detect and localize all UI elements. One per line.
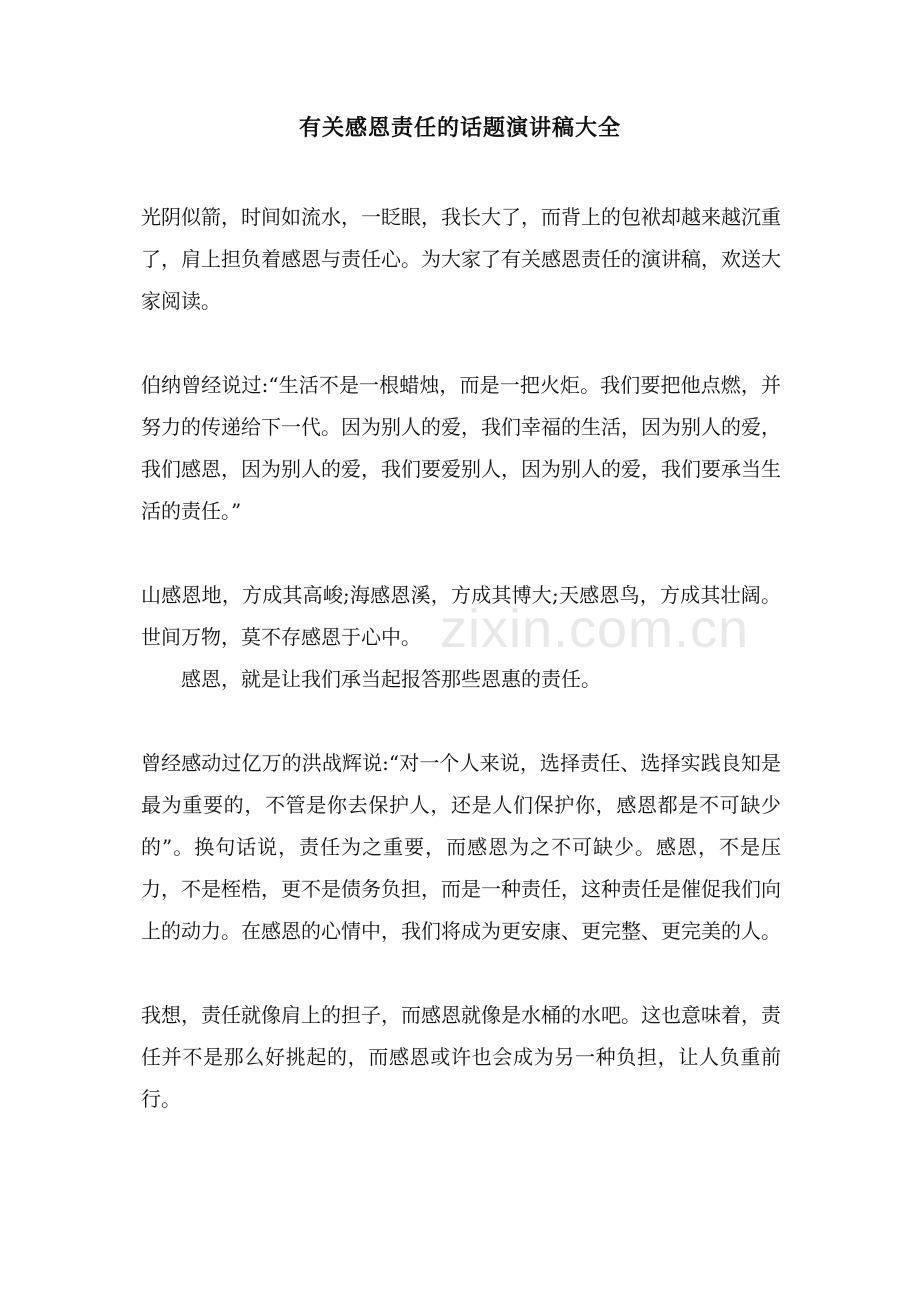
document-body bbox=[141, 196, 781, 1120]
watermark: zixin.com.cn bbox=[440, 599, 750, 659]
paragraph-gap bbox=[141, 700, 781, 742]
paragraph-gap bbox=[141, 532, 781, 574]
paragraph-conclusion: 我想，责任就像肩上的担子，而感恩就像是水桶的水吧。这也意味着，责任并不是那么好挑起的，而感恩或许也会成为另一种负担，让人负重前行。 bbox=[141, 1003, 781, 1111]
paragraph-nature-gratitude: 山感恩地，方成其高峻;海感恩溪，方成其博大;天感恩鸟，方成其壮阔。世间万物，莫不存感恩于心中。 bbox=[141, 583, 781, 649]
paragraph-gap bbox=[141, 952, 781, 994]
paragraph-gap bbox=[141, 322, 781, 364]
document-title: 有关感恩责任的话题演讲稿大全 bbox=[298, 115, 621, 141]
paragraph-hong-zhanhui-quote: 曾经感动过亿万的洪战辉说:“对一个人来说，选择责任、选择实践良知是最为重要的，不管是你去保护人，还是人们保护你，感恩都是不可缺少的”。换句话说，责任为之重要，而感恩为之不可缺少。感恩，不是压力，不是桎梏，更不是债务负担，而是一种责任，这种责任是催促我们向上的动力。在感恩的心情中，我们将成为更安康、更完整、更完美的人。 bbox=[141, 751, 781, 943]
paragraph-gratitude-definition: 感恩，就是让我们承当起报答那些恩惠的责任。 bbox=[181, 667, 601, 691]
paragraph-intro: 光阴似箭，时间如流水，一眨眼，我长大了，而背上的包袱却越来越沉重了，肩上担负着感恩与责任心。为大家了有关感恩责任的演讲稿，欢送大家阅读。 bbox=[141, 205, 781, 313]
paragraph-bernard-quote: 伯纳曾经说过:“生活不是一根蜡烛，而是一把火炬。我们要把他点燃，并努力的传递给下一代。因为别人的爱，我们幸福的生活，因为别人的爱，我们感恩，因为别人的爱，我们要爱别人，因为别人的爱，我们要承当生活的责任。” bbox=[141, 373, 781, 523]
